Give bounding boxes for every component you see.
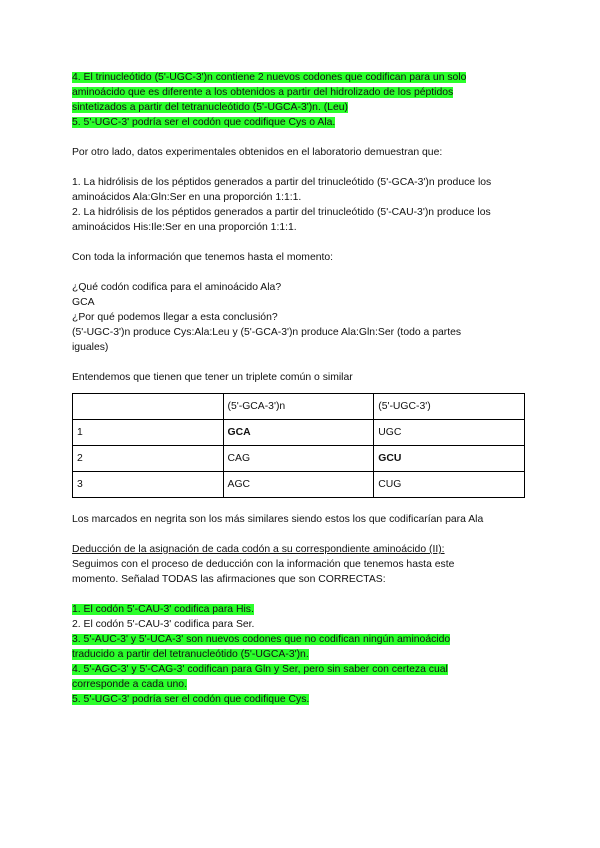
- table-cell: 3: [73, 472, 224, 498]
- question-1: ¿Qué codón codifica para el aminoácido Ala?: [72, 282, 282, 293]
- data-point-2-line-1: 2. La hidrólisis de los péptidos generados a partir del trinucleótido (5'-CAU-3')n produce los: [72, 207, 491, 218]
- table-row: [73, 420, 525, 446]
- table-header-cell: (5'-UGC-3'): [374, 394, 525, 420]
- data-point-1-line-1: 1. La hidrólisis de los péptidos generados a partir del trinucleótido (5'-GCA-3')n produce los: [72, 177, 492, 188]
- data-point-1-line-2: aminoácidos Ala:Gln:Ser en una proporción 1:1:1.: [72, 192, 302, 203]
- table-cell: 1: [73, 420, 224, 446]
- answer-2-line-1: (5'-UGC-3')n produce Cys:Ala:Leu y (5'-GCA-3')n produce Ala:Gln:Ser (todo a partes: [72, 327, 462, 338]
- statement-4-line-1: 4. El trinucleótido (5'-UGC-3')n contiene 2 nuevos codones que codifican para un solo: [72, 72, 467, 83]
- answer-option-3-line-1: 3. 5'-AUC-3' y 5'-UCA-3' son nuevos codones que no codifican ningún aminoácido: [72, 634, 451, 645]
- table-cell: AGC: [223, 472, 374, 498]
- answer-1: GCA: [72, 297, 95, 308]
- answer-2-line-2: iguales): [72, 342, 109, 353]
- table-row: [73, 446, 525, 472]
- table-cell: CAG: [223, 446, 374, 472]
- answer-option-2: 2. El codón 5'-CAU-3' codifica para Ser.: [72, 619, 255, 630]
- answer-option-5: 5. 5'-UGC-3' podría ser el codón que codifique Cys.: [72, 694, 310, 705]
- question-2: ¿Por qué podemos llegar a esta conclusión?: [72, 312, 278, 323]
- statement-4-line-2: aminoácido que es diferente a los obtenidos a partir del hidrolizado de los péptidos: [72, 87, 454, 98]
- intro-paragraph: Por otro lado, datos experimentales obtenidos en el laboratorio demuestran que:: [72, 147, 443, 158]
- deduccion-text-line-1: Seguimos con el proceso de deducción con la información que tenemos hasta este: [72, 559, 455, 570]
- table-header-row: [73, 394, 525, 420]
- marcados-paragraph: Los marcados en negrita son los más similares siendo estos los que codificarían para Ala: [72, 514, 484, 525]
- answer-option-4-line-1: 4. 5'-AGC-3' y 5'-CAG-3' codifican para Gln y Ser, pero sin saber con certeza cual: [72, 664, 448, 675]
- table-cell: CUG: [374, 472, 525, 498]
- statement-4-line-3: sintetizados a partir del tetranucleótido (5'-UGCA-3')n. (Leu): [72, 102, 348, 113]
- table-row: [73, 472, 525, 498]
- data-point-2-line-2: aminoácidos His:Ile:Ser en una proporción 1:1:1.: [72, 222, 297, 233]
- entendemos-paragraph: Entendemos que tienen que tener un triplete común o similar: [72, 372, 353, 383]
- table-cell: UGC: [374, 420, 525, 446]
- table-header-cell: (5'-GCA-3')n: [223, 394, 374, 420]
- table-cell-bold: GCU: [374, 446, 525, 472]
- statement-5: 5. 5'-UGC-3' podría ser el codón que codifique Cys o Ala.: [72, 117, 336, 128]
- con-toda-paragraph: Con toda la información que tenemos hasta el momento:: [72, 252, 334, 263]
- answer-option-4-line-2: corresponde a cada uno.: [72, 679, 187, 690]
- codon-table: [72, 393, 525, 498]
- answer-option-3-line-2: traducido a partir del tetranucleótido (5'-UGCA-3')n.: [72, 649, 309, 660]
- document-page: [72, 70, 532, 707]
- table-cell: 2: [73, 446, 224, 472]
- table-cell-bold: GCA: [223, 420, 374, 446]
- deduccion-title: Deducción de la asignación de cada codón a su correspondiente aminoácido (II):: [72, 544, 445, 555]
- deduccion-text-line-2: momento. Señalad TODAS las afirmaciones que son CORRECTAS:: [72, 574, 386, 585]
- table-header-cell: [73, 394, 224, 420]
- answer-option-1: 1. El codón 5'-CAU-3' codifica para His.: [72, 604, 254, 615]
